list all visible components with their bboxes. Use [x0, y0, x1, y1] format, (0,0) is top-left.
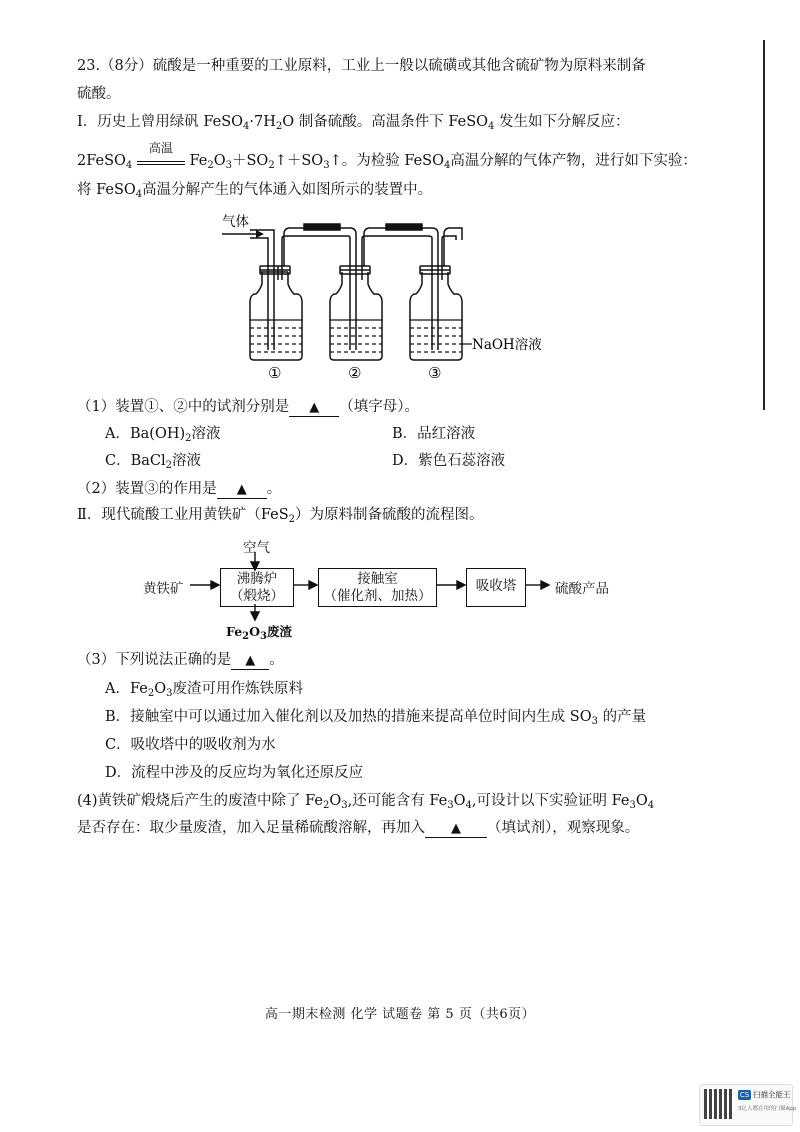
q2-answer-blank[interactable]: ▲: [217, 481, 267, 499]
flow-ore-label: 黄铁矿: [143, 581, 184, 597]
part1-line-3: 将 FeSO$_4$高温分解产生的气体通入如图所示的装置中。: [77, 182, 433, 200]
flow-box-furnace: 沸腾炉 （煅烧）: [220, 568, 294, 607]
q2-stem: （2）装置③的作用是 ▲ 。: [77, 481, 282, 497]
q1-option-a: A．$Ba(OH)_2$溶液: [105, 426, 221, 444]
scanner-app-name: 扫描全能王: [753, 1090, 791, 1099]
q1-stem: （1）装置①、②中的试剂分别是 ▲ （填字母）。: [77, 399, 419, 415]
bottle-1: [250, 272, 302, 360]
question-intro-line-2: 硫酸。: [77, 86, 121, 102]
question-intro-line-1: 23.（8分）硫酸是一种重要的工业原料，工业上一般以硫磺或其他含硫矿物为原料来制备: [77, 58, 646, 74]
flow-box-contact-chamber: 接触室 （催化剂、加热）: [318, 568, 437, 607]
reaction-condition-arrow: 高温: [137, 153, 185, 165]
decomposition-equation: 2FeSO$_4$ 高温 $Fe_2O_3+SO_2↑+SO_3↑$。为检验 FeSO$_4$高温分解的气体产物，进行如下实验：: [77, 141, 697, 171]
q1-option-b: B．品红溶液: [392, 426, 476, 442]
q1-answer-blank[interactable]: ▲: [289, 399, 339, 417]
q4-line-1: (4)黄铁矿煅烧后产生的废渣中除了 $Fe_2O_3$,还可能含有 $Fe_3O_4$,可设计以下实验证明 $Fe_3O_4$: [77, 793, 655, 811]
q3-option-c: C．吸收塔中的吸收剂为水: [105, 737, 276, 753]
q3-option-a: A．$Fe_2O_3$废渣可用作炼铁原料: [105, 681, 303, 699]
flow-product-label: 硫酸产品: [555, 581, 609, 597]
bottle-label-2: ②: [348, 364, 362, 382]
bottle-label-3: ③: [428, 364, 442, 382]
flow-waste-label: $Fe_2O_3$废渣: [226, 624, 292, 642]
part1-line-1: Ⅰ．历史上曾用绿矾 $FeSO_4\cdot 7H_2O$ 制备硫酸。高温条件下 FeSO$_4$ 发生如下分解反应：: [77, 114, 630, 132]
q3-option-b: B．接触室中可以通过加入催化剂以及加热的措施来提高单位时间内生成 $SO_3$ 的产量: [105, 709, 647, 727]
q3-option-d: D．流程中涉及的反应均为氧化还原反应: [105, 765, 364, 781]
question-number: 23.（8分）: [77, 58, 153, 74]
flow-box-absorber: 吸收塔: [466, 568, 526, 607]
q4-line-2: 是否存在：取少量废渣，加入足量稀硫酸溶解，再加入 ▲ （填试剂），观察现象。: [77, 820, 640, 836]
q1-option-c: C．BaCl$_2$溶液: [105, 453, 202, 471]
q3-answer-blank[interactable]: ▲: [231, 652, 269, 670]
gas-label: 气体: [222, 214, 249, 230]
bottle-3: [410, 272, 462, 360]
scanner-watermark: [699, 1084, 797, 1126]
gas-washing-apparatus: [210, 210, 570, 385]
bottle-label-1: ①: [268, 364, 282, 382]
qr-code-icon: [704, 1089, 734, 1119]
camscanner-logo-icon: CS: [739, 1091, 750, 1099]
part2-intro: Ⅱ．现代硫酸工业用黄铁矿（FeS$_2$）为原料制备硫酸的流程图。: [77, 507, 484, 525]
q1-option-d: D．紫色石蕊溶液: [392, 453, 506, 469]
scanner-tagline: 3亿人都在用的扫描App: [738, 1106, 797, 1112]
scan-edge-line: [763, 40, 765, 410]
page-footer: 高一期末检测 化学 试题卷 第 5 页（共6页）: [264, 1007, 536, 1022]
naoh-label: NaOH溶液: [472, 337, 542, 353]
flow-air-label: 空气: [243, 540, 270, 556]
q3-stem: （3）下列说法正确的是 ▲ 。: [77, 652, 284, 668]
q4-answer-blank[interactable]: ▲: [425, 820, 487, 838]
